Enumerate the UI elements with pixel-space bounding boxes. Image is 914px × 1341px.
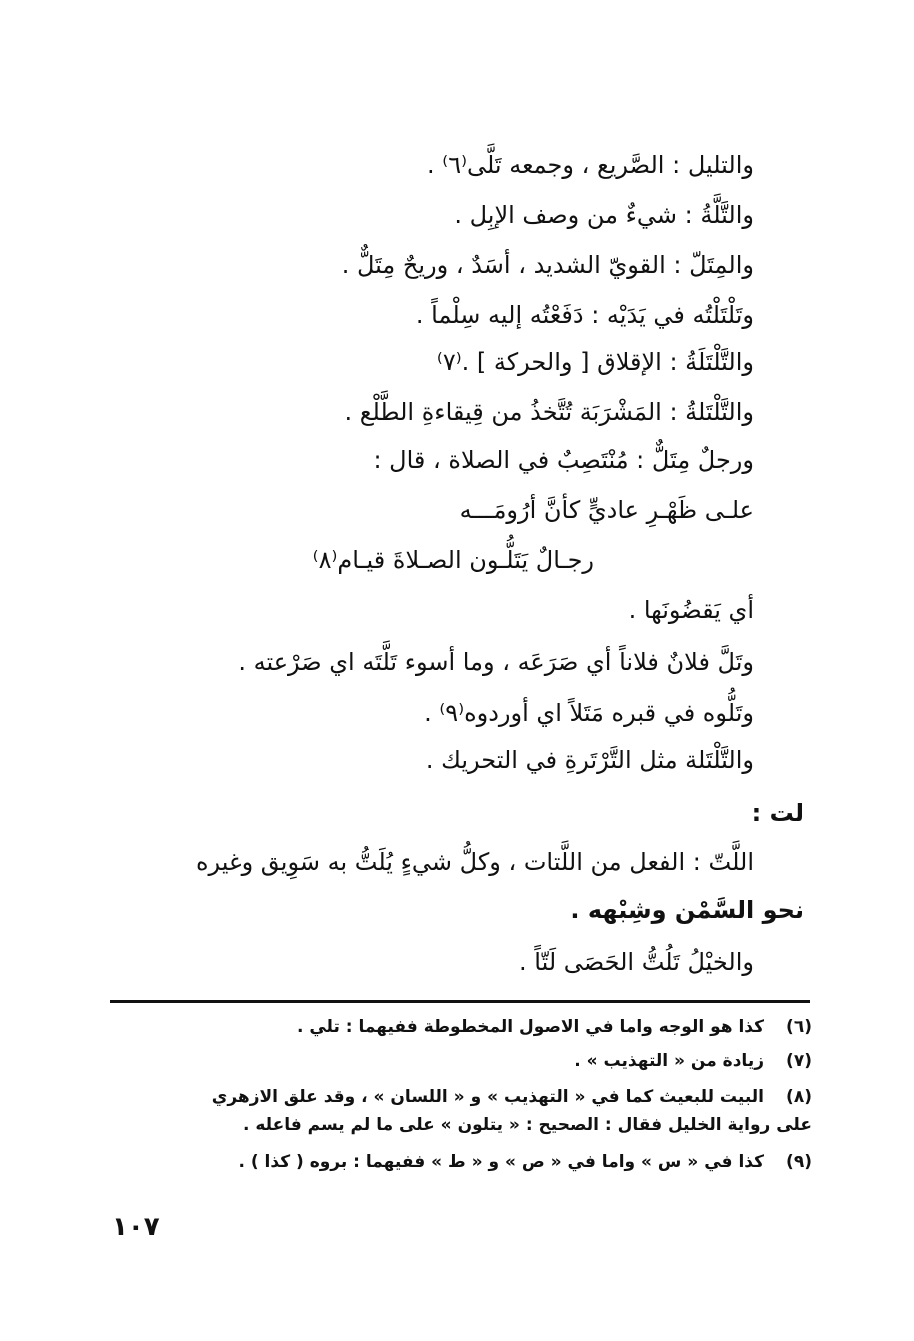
section-line-3: والخيْلُ تَلُتُّ الحَصَى لَتّاً . bbox=[519, 948, 754, 976]
body-line-1: والتليل : الصَّريع ، وجمعه تَلَّى⁽٦⁾ . bbox=[427, 151, 754, 179]
footnote-number-6: (٦) bbox=[786, 1017, 812, 1037]
section-line-2: نحو السَّمْن وشِبْهه . bbox=[570, 896, 804, 924]
body-line-10: وتَلُّوه في قبره مَتَلاً اي أوردوه⁽٩⁾ . bbox=[424, 699, 754, 727]
footnote-text-8a: البيت للبعيث كما في « التهذيب » و « اللسان » ، وقد علق الازهري bbox=[211, 1087, 764, 1107]
verse-line-2: رجـالٌ يَتَلُّـون الصـلاةَ قيـام⁽٨⁾ bbox=[312, 546, 594, 574]
body-line-6: والتَّلْتَلةُ : المَشْرَبَة تُتَّخذُ من قِيقاءةِ الطَّلْع . bbox=[344, 398, 754, 426]
section-heading: لت : bbox=[751, 799, 804, 827]
footnote-number-7: (٧) bbox=[786, 1051, 812, 1071]
body-line-7: ورجلٌ مِتَلٌّ : مُنْتَصِبٌ في الصلاة ، قال : bbox=[373, 446, 754, 474]
body-line-11: والتَّلْتَلة مثل التَّرْتَرةِ في التحريك . bbox=[425, 746, 754, 774]
body-line-3: والمِتَلّ : القويّ الشديد ، أسَدٌ ، وريحٌ مِتَلٌّ . bbox=[341, 251, 754, 279]
body-line-5: والتَّلْتَلَةُ : الإقلاق [ والحركة ] .⁽٧⁾ bbox=[436, 348, 754, 376]
footnote-number-9: (٩) bbox=[786, 1152, 812, 1172]
footnote-number-8: (٨) bbox=[786, 1087, 812, 1107]
footnote-text-9: كذا في « س » واما في « ص » و « ط » ففيهما : بروه ( كذا ) . bbox=[238, 1152, 764, 1172]
body-line-2: والتَّلَّةُ : شيءٌ من وصف الإبِل . bbox=[454, 201, 754, 229]
page-number: ١٠٧ bbox=[112, 1212, 160, 1242]
section-line-1: اللَّتّ : الفعل من اللَّتات ، وكلُّ شيءٍ يُلَتُّ به سَوِيق وغيره bbox=[195, 848, 754, 876]
body-line-4: وتَلْتَلْتُه في يَدَيْه : دَفَعْتُه إليه سِلْماً . bbox=[415, 301, 754, 329]
footnote-text-6: كذا هو الوجه واما في الاصول المخطوطة ففيهما : تلي . bbox=[296, 1017, 764, 1037]
verse-line-1: علـى ظَهْـرِ عاديٍّ كأنَّ أرُومَـــه bbox=[459, 496, 754, 524]
footnote-text-8b: على رواية الخليل فقال : الصحيح : « يتلون » على ما لم يسم فاعله . bbox=[242, 1115, 812, 1135]
body-line-8: أي يَقضُونَها . bbox=[628, 596, 754, 624]
body-line-9: وتَلَّ فلانٌ فلاناً أي صَرَعَه ، وما أسوء تَلَّتَه اي صَرْعته . bbox=[238, 648, 754, 676]
footnote-separator bbox=[110, 1000, 810, 1003]
footnote-text-7: زيادة من « التهذيب » . bbox=[574, 1051, 764, 1071]
